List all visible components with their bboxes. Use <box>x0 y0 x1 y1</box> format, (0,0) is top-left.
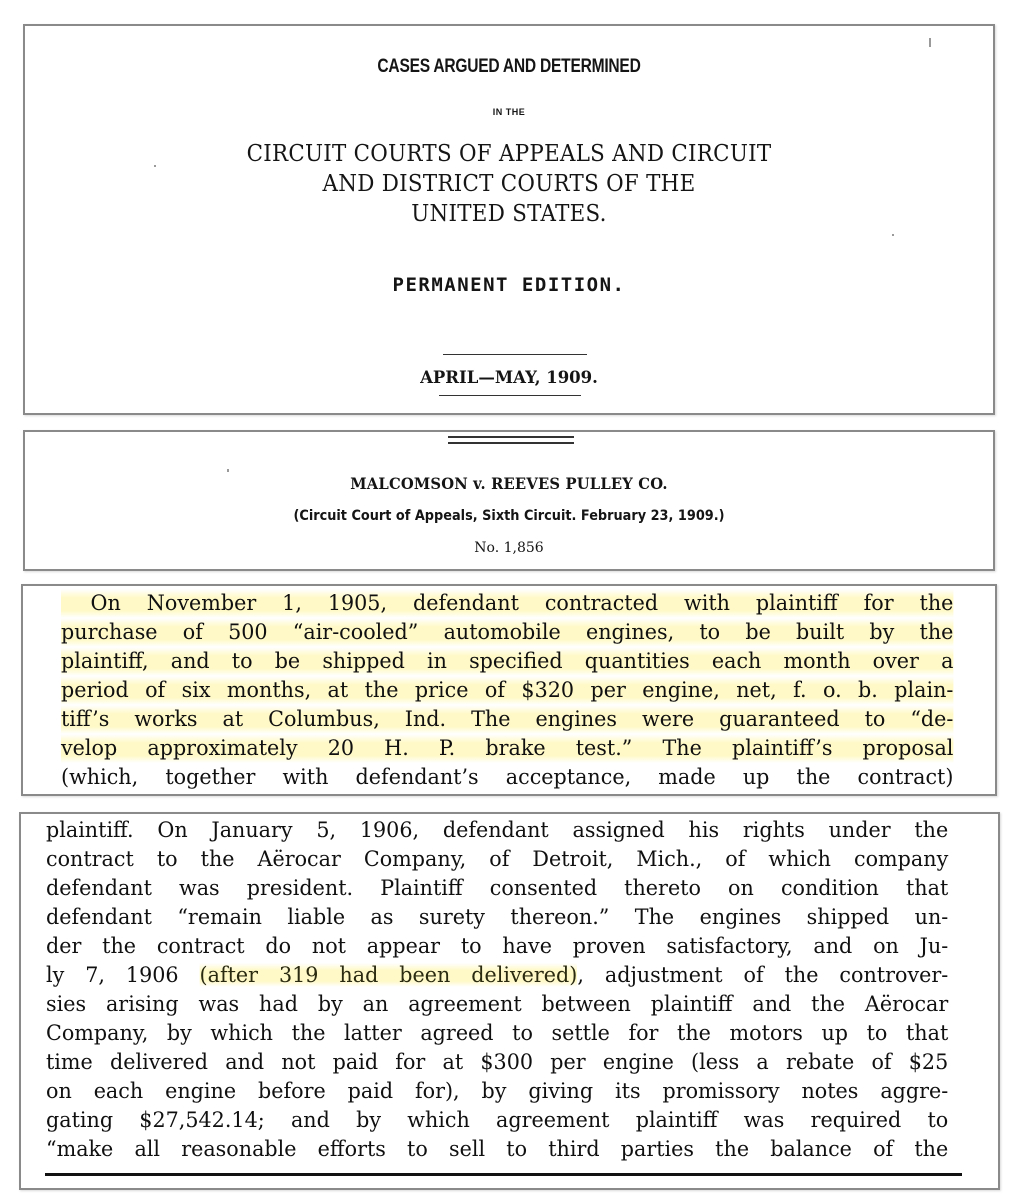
reporter-heading: CASES ARGUED AND DETERMINED <box>377 56 641 77</box>
title-page-panel <box>23 24 995 415</box>
double-rule-top <box>448 436 574 438</box>
text-line: time delivered and not paid for at $300 per engine (less a rebate of $25 <box>46 1050 949 1074</box>
text-line: On November 1, 1905, defendant contracted with plaintiff for the <box>61 589 953 618</box>
courts-title-line: UNITED STATES. <box>411 201 607 227</box>
case-number: No. 1,856 <box>474 540 544 556</box>
excerpt-paragraph-1-panel <box>21 584 997 796</box>
edition-label: PERMANENT EDITION. <box>392 274 626 296</box>
text-line: gating $27,542.14; and by which agreement plaintiff was required to <box>46 1108 949 1132</box>
scan-mark <box>929 38 931 47</box>
scan-speck <box>227 469 229 472</box>
volume-period: APRIL—MAY, 1909. <box>420 368 598 387</box>
courts-title-line: AND DISTRICT COURTS OF THE <box>322 171 696 197</box>
excerpt-paragraph-2 <box>46 816 948 1164</box>
text-line: contract to the Aërocar Company, of Detroit, Mich., of which company <box>46 847 949 871</box>
text-line: der the contract do not appear to have proven satisfactory, and on Ju- <box>46 934 949 958</box>
text-line: tiff’s works at Columbus, Ind. The engines were guaranteed to “de- <box>61 705 953 734</box>
courts-title-line: CIRCUIT COURTS OF APPEALS AND CIRCUIT <box>246 141 772 167</box>
text-line: defendant “remain liable as surety thereon.” The engines shipped un- <box>46 905 949 929</box>
text-line-highlighted: ly 7, 1906 (after 319 had been delivered), adjustment of the controver- <box>46 963 949 987</box>
scan-speck <box>892 234 894 236</box>
case-header-panel <box>23 430 995 571</box>
text-line: velop approximately 20 H. P. brake test.” The plaintiff’s proposal <box>61 734 953 763</box>
text-line: “make all reasonable efforts to sell to third parties the balance of the <box>46 1137 949 1161</box>
highlighted-phrase: (after 319 had been delivered) <box>199 963 578 987</box>
excerpt-paragraph-2-panel <box>19 812 1000 1190</box>
page-bottom-rule <box>45 1173 962 1176</box>
text-line: Company, by which the latter agreed to settle for the motors up to that <box>46 1021 949 1045</box>
rule-below-date <box>439 395 581 396</box>
reporter-in-the: IN THE <box>492 107 526 117</box>
scan-speck <box>154 165 156 167</box>
text-line: on each engine before paid for), by giving its promissory notes aggre- <box>46 1079 949 1103</box>
text-line: defendant was president. Plaintiff consented thereto on condition that <box>46 876 949 900</box>
text-line: plaintiff. On January 5, 1906, defendant assigned his rights under the <box>46 818 949 842</box>
rule-above-date <box>443 354 587 355</box>
excerpt-paragraph-1 <box>61 589 953 792</box>
text-line: plaintiff, and to be shipped in specified quantities each month over a <box>61 647 953 676</box>
text-line: purchase of 500 “air-cooled” automobile engines, to be built by the <box>61 618 953 647</box>
case-name: MALCOMSON v. REEVES PULLEY CO. <box>350 474 668 493</box>
text-line: sies arising was had by an agreement between plaintiff and the Aërocar <box>46 992 949 1016</box>
cropped-text-fragment <box>153 795 293 801</box>
double-rule-bottom <box>448 442 574 444</box>
text-line: period of six months, at the price of $320 per engine, net, f. o. b. plain- <box>61 676 953 705</box>
court-and-date: (Circuit Court of Appeals, Sixth Circuit. February 23, 1909.) <box>293 508 725 524</box>
courts-title <box>59 139 959 229</box>
text-line: (which, together with defendant’s acceptance, made up the contract) <box>61 765 954 789</box>
